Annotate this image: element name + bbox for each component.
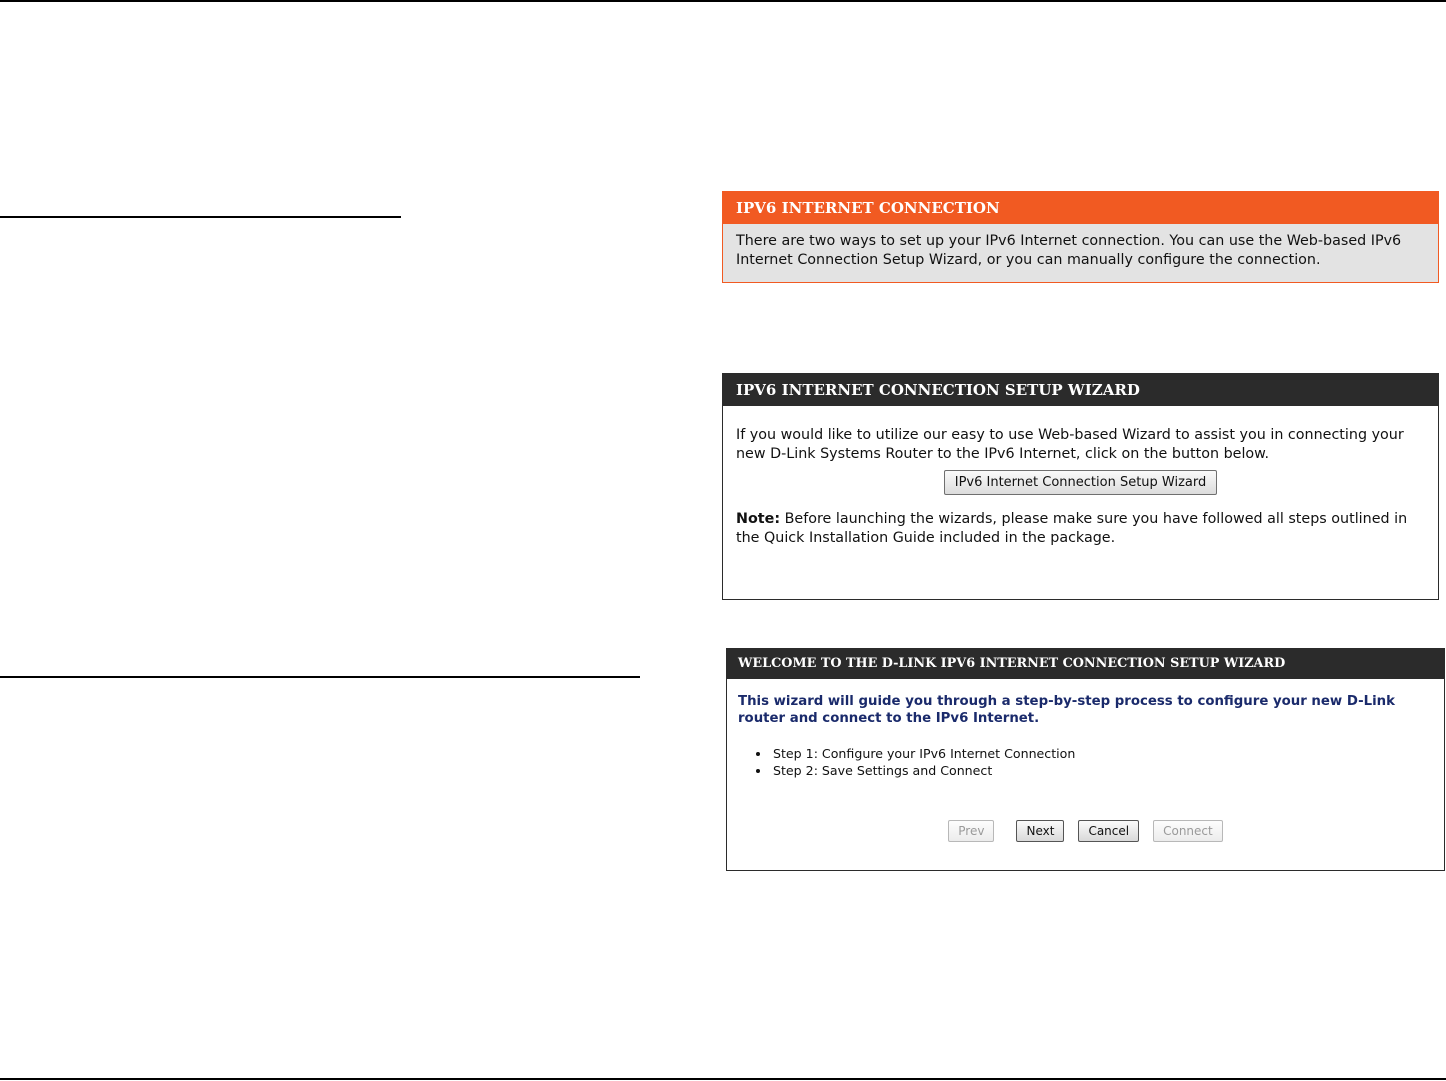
note-text: Before launching the wizards, please make sure you have followed all steps outlined in the Quick Installation Guide included in the package. <box>736 511 1408 546</box>
prev-button[interactable]: Prev <box>948 820 994 842</box>
bottom-rule <box>0 1078 1446 1080</box>
next-button[interactable]: Next <box>1016 820 1064 842</box>
note-label: Note: <box>736 511 781 527</box>
wizard-steps-list <box>738 745 1433 779</box>
welcome-intro-text: This wizard will guide you through a step-by-step process to configure your new D-Link router and connect to the IPv6 Internet. <box>738 694 1395 726</box>
ipv6-connection-intro-panel <box>722 191 1439 283</box>
launch-setup-wizard-button[interactable]: IPv6 Internet Connection Setup Wizard <box>944 470 1218 495</box>
wizard-panel-title: IPV6 INTERNET CONNECTION SETUP WIZARD <box>723 374 1438 406</box>
wizard-nav-buttons <box>727 820 1444 842</box>
wizard-step-1: • Step 1: Configure your IPv6 Internet Connection <box>771 745 1433 762</box>
wizard-panel-text: If you would like to utilize our easy to use Web-based Wizard to assist you in connecting your new D-Link Systems Router to the IPv6 Internet, click on the button below. <box>736 427 1404 462</box>
welcome-wizard-panel <box>726 648 1445 871</box>
section-rule-upper <box>0 216 401 218</box>
ipv6-setup-wizard-panel <box>722 373 1439 600</box>
welcome-panel-title: WELCOME TO THE D-LINK IPV6 INTERNET CONNECTION SETUP WIZARD <box>727 649 1444 679</box>
intro-panel-text: There are two ways to set up your IPv6 Internet connection. You can use the Web-based IPv6 Internet Connection Setup Wizard, or you can manually configure the connection. <box>736 233 1402 268</box>
section-rule-lower <box>0 676 640 678</box>
wizard-note <box>736 510 1425 548</box>
wizard-step-2: • Step 2: Save Settings and Connect <box>771 762 1433 779</box>
cancel-button[interactable]: Cancel <box>1078 820 1139 842</box>
connect-button[interactable]: Connect <box>1153 820 1223 842</box>
intro-panel-title: IPV6 INTERNET CONNECTION <box>723 192 1438 224</box>
top-rule <box>0 0 1446 2</box>
